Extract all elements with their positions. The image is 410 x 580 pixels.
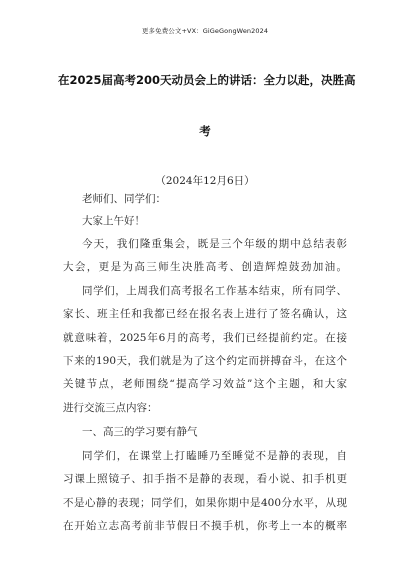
body-line: 在开始立志高考前非节假日不摸手机，你考上一本的概率	[63, 520, 347, 532]
title-line-1: 在2025届高考200天动员会上的讲话：全力以赴，决胜高	[58, 73, 356, 87]
body-line: 家长、班主任和我都已经在报名表上进行了签名确认，这	[63, 308, 347, 320]
page-header: 更多免费公文+VX：GiGeGongWen2024	[141, 27, 269, 35]
body-line: 就意味着，2025年6月的高考，我们已经提前约定。在接	[63, 332, 347, 344]
body-line: 下来的190天，我们就是为了这个约定而拼搏奋斗，在这个	[63, 355, 347, 367]
speech-date: （2024年12月6日）	[155, 175, 255, 187]
section-heading: 一、高三的学习要有静气	[82, 426, 198, 438]
body-line: 习课上照镜子、扣手指不是静的表现，看小说、扣手机更	[63, 473, 347, 485]
title-line-2: 考	[199, 124, 211, 138]
body-line: 关键节点，老师围绕“提高学习效益”这个主题，和大家	[63, 378, 347, 390]
body-line: 大家上午好！	[82, 215, 145, 227]
body-line: 进行交流三点内容：	[63, 402, 158, 414]
body-line: 不是心静的表现；同学们，如果你期中是400分水平，从现	[63, 497, 347, 509]
body-line: 大会，更是为高三师生决胜高考、创造辉煌鼓劲加油。	[63, 261, 347, 273]
body-line: 今天，我们隆重集会，既是三个年级的期中总结表彰	[82, 238, 347, 250]
body-line: 同学们，在课堂上打瞌睡乃至睡觉不是静的表现，自	[82, 450, 347, 462]
body-line: 老师们、同学们：	[82, 193, 166, 205]
body-line: 同学们，上周我们高考报名工作基本结束，所有同学、	[82, 285, 347, 297]
